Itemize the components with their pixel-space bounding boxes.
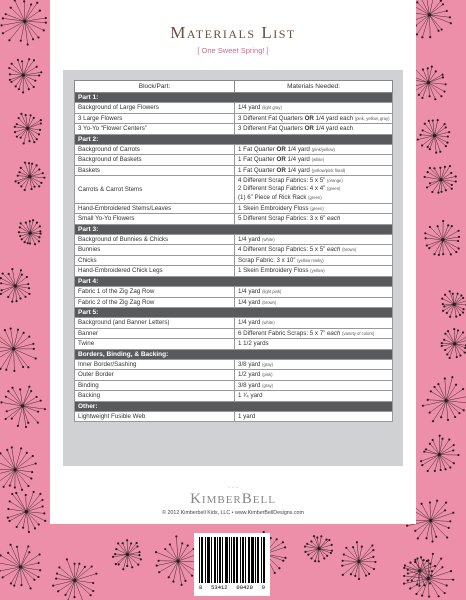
section-header-row bbox=[75, 93, 393, 103]
table-row bbox=[75, 318, 393, 328]
copyright-text: © 2012 Kimberbell Kids, LLC • www.KimberBellDesigns.com bbox=[162, 510, 304, 516]
material-text: Scrap Fabric: 3 x 10” bbox=[238, 256, 298, 264]
table-row bbox=[75, 165, 393, 175]
materials-table bbox=[74, 80, 393, 422]
material-text: 3 Different Fat Quarters bbox=[238, 114, 305, 122]
section-title: Part 1: bbox=[75, 93, 393, 103]
materials-cell bbox=[235, 145, 393, 155]
materials-cell bbox=[235, 214, 393, 224]
materials-cell bbox=[235, 411, 393, 421]
table-row bbox=[75, 297, 393, 307]
material-text: 1 1/2 yards bbox=[238, 340, 269, 348]
materials-line bbox=[238, 177, 389, 185]
table-row bbox=[75, 359, 393, 369]
material-text: (green) bbox=[308, 194, 322, 200]
barcode-right-digits: 00420 bbox=[236, 584, 253, 591]
block-part-cell: Backing bbox=[75, 391, 235, 401]
material-text: (variety of colors) bbox=[342, 330, 375, 336]
table-row bbox=[75, 339, 393, 349]
block-part-cell: Inner Border/Sashing bbox=[75, 359, 235, 369]
material-text: (white) bbox=[262, 237, 275, 243]
page-title: Materials List bbox=[170, 23, 296, 42]
materials-cell bbox=[235, 245, 393, 255]
materials-cell bbox=[235, 287, 393, 297]
materials-cell bbox=[235, 266, 393, 276]
materials-cell bbox=[235, 124, 393, 134]
section-header-row bbox=[75, 134, 393, 144]
table-row bbox=[75, 124, 393, 134]
table-row bbox=[75, 103, 393, 113]
material-text: 1/4 yard bbox=[238, 104, 263, 112]
header bbox=[50, 0, 416, 55]
material-text: 3/8 yard bbox=[238, 360, 263, 368]
material-text: 1 ¹⁄₄ yard bbox=[238, 392, 263, 400]
block-part-cell: Carrots & Carrot Stems bbox=[75, 176, 235, 204]
materials-table-panel bbox=[63, 70, 403, 466]
table-row bbox=[75, 214, 393, 224]
materials-needed-header: Materials Needed: bbox=[235, 81, 393, 93]
table-row bbox=[75, 155, 393, 165]
material-text: 1/4 yard bbox=[238, 319, 263, 327]
page-subtitle: [ One Sweet Spring! ] bbox=[197, 46, 269, 55]
barcode-lead-digit: 8 bbox=[199, 584, 203, 591]
materials-line bbox=[238, 185, 389, 193]
materials-cell bbox=[235, 328, 393, 338]
materials-cell bbox=[235, 113, 393, 123]
table-row bbox=[75, 411, 393, 421]
material-text: (light gray) bbox=[262, 105, 282, 111]
material-text: 1 Skein Embroidery Floss bbox=[238, 204, 311, 212]
material-text: (brown) bbox=[262, 299, 277, 305]
material-text: 6 Different Fabric Scraps: 5 x 7” bbox=[238, 329, 327, 337]
material-text: (pink, yellow, gray) bbox=[354, 115, 390, 121]
barcode-bars-icon bbox=[199, 537, 265, 583]
block-part-cell: Fabric 1 of the Zig Zag Row bbox=[75, 287, 235, 297]
block-part-cell: Hand-Embroidered Stems/Leaves bbox=[75, 203, 235, 213]
materials-table-body bbox=[75, 93, 393, 422]
material-text: 1 Fat Quarter bbox=[238, 166, 277, 174]
material-text: 5 Different Scrap Fabrics: 3 x 6” bbox=[238, 215, 327, 223]
table-row bbox=[75, 287, 393, 297]
materials-cell bbox=[235, 359, 393, 369]
table-header-row bbox=[75, 81, 393, 93]
material-text: (yellow) bbox=[310, 268, 325, 274]
material-text: (pink) bbox=[262, 372, 273, 378]
block-part-cell: Background of Bunnies & Chicks bbox=[75, 235, 235, 245]
section-title: Part 4: bbox=[75, 276, 393, 286]
logo-dots-icon: · · · bbox=[227, 484, 239, 492]
table-row bbox=[75, 328, 393, 338]
material-text: each bbox=[326, 246, 341, 254]
materials-cell bbox=[235, 235, 393, 245]
table-row bbox=[75, 145, 393, 155]
material-text: 3 Different Fat Quarters bbox=[238, 125, 305, 133]
block-part-cell: Bunnies bbox=[75, 245, 235, 255]
table-row bbox=[75, 203, 393, 213]
section-header-row bbox=[75, 349, 393, 359]
table-row bbox=[75, 266, 393, 276]
material-text: 4 Different Scrap Fabrics: 5 x 5” bbox=[238, 177, 327, 185]
material-text: OR bbox=[276, 166, 286, 174]
material-text: (1) 6” Piece of Rick Rack bbox=[238, 193, 309, 201]
section-title: Part 3: bbox=[75, 224, 393, 234]
material-text: (green) bbox=[310, 205, 324, 211]
materials-cell bbox=[235, 103, 393, 113]
material-text: 2 Different Scrap Fabrics: 4 x 4” bbox=[238, 185, 327, 193]
material-text: OR bbox=[304, 125, 314, 133]
block-part-cell: Fabric 2 of the Zig Zag Row bbox=[75, 297, 235, 307]
materials-cell bbox=[235, 155, 393, 165]
section-title: Other: bbox=[75, 401, 393, 411]
block-part-cell: Background (and Banner Letters) bbox=[75, 318, 235, 328]
material-text: 1 Fat Quarter bbox=[238, 156, 277, 164]
materials-cell bbox=[235, 176, 393, 204]
block-part-cell: Background of Large Flowers bbox=[75, 103, 235, 113]
logo-text: KimberBell bbox=[190, 491, 276, 507]
material-text: 1/4 yard bbox=[285, 146, 312, 154]
materials-cell bbox=[235, 203, 393, 213]
material-text: 1/4 yard bbox=[238, 236, 263, 244]
materials-cell bbox=[235, 297, 393, 307]
material-text: OR bbox=[276, 156, 286, 164]
section-title: Borders, Binding, & Backing: bbox=[75, 349, 393, 359]
material-text: (white) bbox=[311, 157, 325, 163]
table-row bbox=[75, 176, 393, 204]
material-text: (gray) bbox=[262, 361, 274, 367]
block-part-cell: Background of Carrots bbox=[75, 145, 235, 155]
material-text: 1/4 yard each bbox=[313, 114, 355, 122]
block-part-cell: 3 Large Flowers bbox=[75, 113, 235, 123]
table-row bbox=[75, 255, 393, 265]
material-text: 1 Fat Quarter bbox=[238, 146, 277, 154]
materials-cell bbox=[235, 165, 393, 175]
block-part-cell: Baskets bbox=[75, 165, 235, 175]
material-text: OR bbox=[304, 114, 314, 122]
material-text: 1 Skein Embroidery Floss bbox=[238, 267, 311, 275]
material-text: (light pink) bbox=[262, 289, 282, 295]
material-text: (gray) bbox=[262, 382, 274, 388]
material-text: 1/4 yard bbox=[238, 298, 263, 306]
block-part-cell: Small Yo-Yo Flowers bbox=[75, 214, 235, 224]
block-part-cell: Background of Baskets bbox=[75, 155, 235, 165]
barcode-check-digit: 9 bbox=[261, 584, 265, 591]
section-header-row bbox=[75, 224, 393, 234]
section-title: Part 2: bbox=[75, 134, 393, 144]
block-part-cell: Twine bbox=[75, 339, 235, 349]
materials-cell bbox=[235, 370, 393, 380]
table-row bbox=[75, 113, 393, 123]
barcode-digits bbox=[199, 584, 265, 591]
kimberbell-logo bbox=[50, 486, 416, 508]
material-text: (yellow minky) bbox=[297, 257, 324, 263]
material-text: 3/8 yard bbox=[238, 381, 263, 389]
block-part-cell: Lightweight Fusible Web bbox=[75, 411, 235, 421]
table-row bbox=[75, 391, 393, 401]
section-header-row bbox=[75, 276, 393, 286]
material-text: (pink/yellow) bbox=[311, 147, 335, 153]
material-text: (brown) bbox=[342, 247, 357, 253]
material-text: each bbox=[326, 215, 341, 223]
material-text: 1/4 yard bbox=[285, 156, 312, 164]
materials-cell bbox=[235, 255, 393, 265]
material-text: (orange) bbox=[326, 178, 343, 184]
material-text: 1/4 yard bbox=[238, 288, 263, 296]
material-text: (yellow/pink floral) bbox=[311, 167, 346, 173]
table-row bbox=[75, 370, 393, 380]
section-title: Part 5: bbox=[75, 307, 393, 317]
block-part-cell: 3 Yo-Yo “Flower Centers” bbox=[75, 124, 235, 134]
table-row bbox=[75, 380, 393, 390]
materials-cell bbox=[235, 380, 393, 390]
material-text: 1/2 yard bbox=[238, 371, 263, 379]
section-header-row bbox=[75, 401, 393, 411]
block-part-cell: Chicks bbox=[75, 255, 235, 265]
block-part-cell: Binding bbox=[75, 380, 235, 390]
material-text: 1/4 yard bbox=[285, 166, 312, 174]
material-text: each bbox=[326, 329, 341, 337]
material-text: 1/4 yard each bbox=[313, 125, 354, 133]
material-text: 4 Different Scrap Fabrics: 5 x 5” bbox=[238, 246, 327, 254]
block-part-header: Block/Part: bbox=[75, 81, 235, 93]
materials-cell bbox=[235, 391, 393, 401]
block-part-cell: Banner bbox=[75, 328, 235, 338]
materials-cell bbox=[235, 339, 393, 349]
materials-card bbox=[50, 0, 416, 524]
materials-line bbox=[238, 194, 389, 202]
material-text: 1 yard bbox=[238, 412, 256, 420]
material-text: (green) bbox=[326, 186, 341, 192]
table-row bbox=[75, 235, 393, 245]
table-row bbox=[75, 245, 393, 255]
barcode bbox=[194, 533, 270, 596]
material-text: OR bbox=[276, 146, 286, 154]
barcode-left-digits: 53412 bbox=[211, 584, 228, 591]
material-text: (white) bbox=[262, 320, 275, 326]
materials-cell bbox=[235, 318, 393, 328]
block-part-cell: Outer Border bbox=[75, 370, 235, 380]
block-part-cell: Hand-Embroidered Chick Legs bbox=[75, 266, 235, 276]
section-header-row bbox=[75, 307, 393, 317]
